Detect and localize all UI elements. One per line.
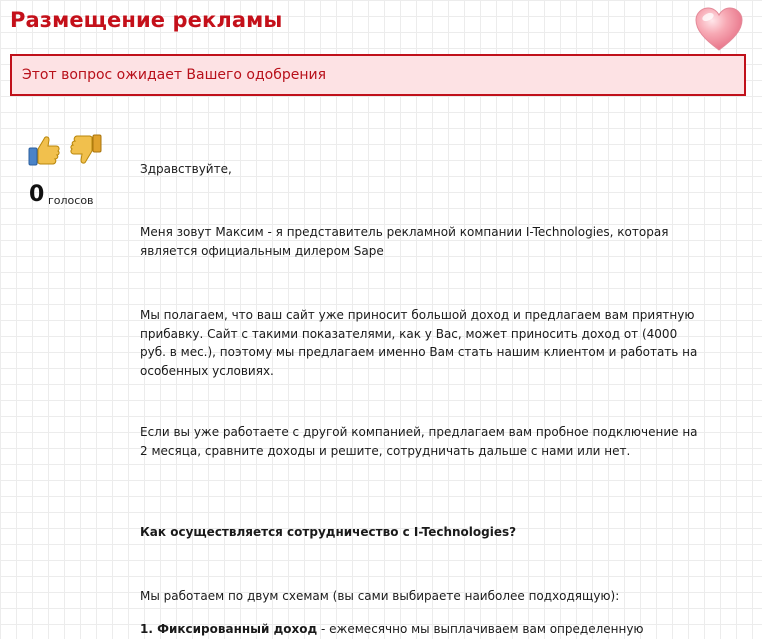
approval-notice-text: Этот вопрос ожидает Вашего одобрения [22, 67, 327, 83]
post-paragraph-2: Мы полагаем, что ваш сайт уже приносит большой доход и предлагаем вам приятную прибавку. Сайт с такими показателями, как у Вас, может приносить доход от (4000 руб. в мес.), поэтому мы предлагаем именно Вам стать нашим клиентом и работать на особенных условиях. [140, 308, 698, 379]
post-list-item-1-title: 1. Фиксированный доход [140, 622, 318, 636]
thumbs-down-icon[interactable] [70, 132, 102, 166]
vote-panel [26, 134, 116, 214]
post-list-item-1-text: - ежемесячно мы выплачиваем вам определенную [317, 622, 644, 636]
post-paragraph-1: Меня зовут Максим - я представитель рекламной компании I-Technologies, которая является официальным дилером Sape [140, 225, 669, 258]
post-paragraph-4: Мы работаем по двум схемам (вы сами выбираете наиболее подходящую): [140, 589, 620, 603]
vote-label: голосов [48, 194, 94, 207]
post-paragraph-3: Если вы уже работаете с другой компанией, предлагаем вам пробное подключение на 2 месяца, сравните доходы и решите, сотрудничать дальше с нами или нет. [140, 425, 698, 458]
vote-count: 0 [29, 182, 45, 207]
heart-icon [694, 6, 744, 52]
thumbs-up-icon[interactable] [28, 134, 60, 168]
post-greeting: Здравствуйте, [140, 162, 232, 176]
post-list-item-1 [140, 620, 700, 639]
post-heading: Как осуществляется сотрудничество с I-Technologies? [140, 525, 517, 539]
approval-notice [10, 54, 746, 96]
page-title: Размещение рекламы [10, 8, 283, 32]
